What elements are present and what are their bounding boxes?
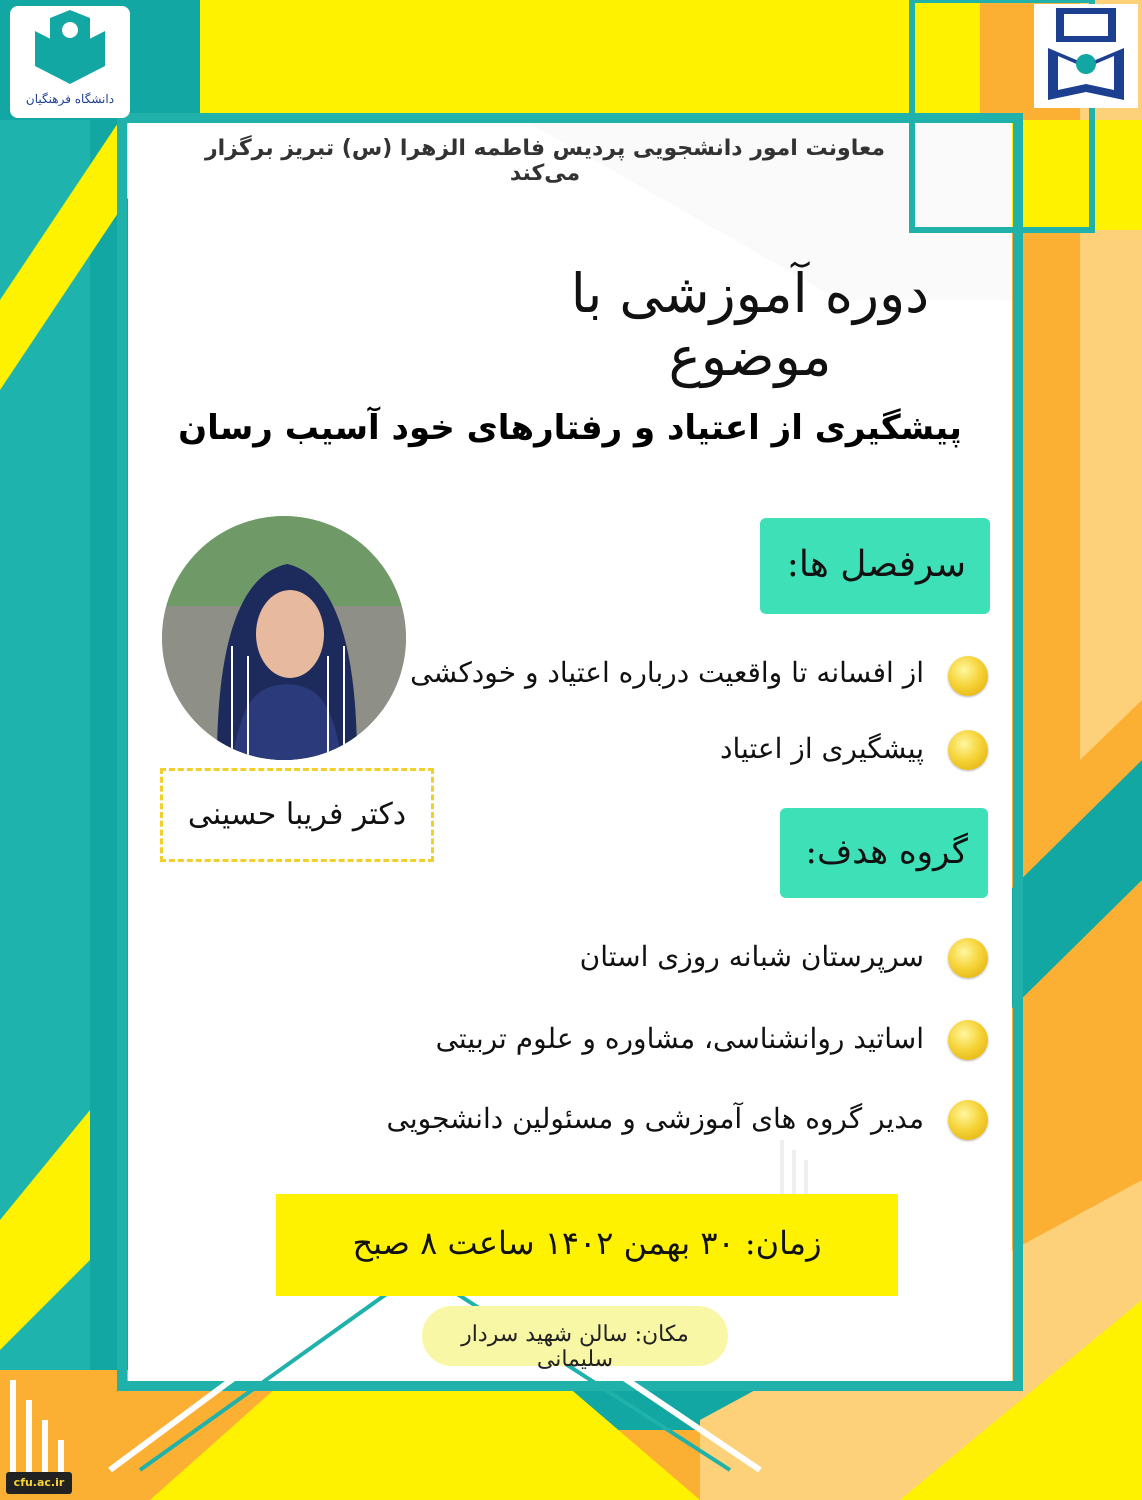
schedule-box: [276, 1194, 898, 1296]
bullet-icon: [948, 656, 988, 696]
audience-item: مدیر گروه های آموزشی و مسئولین دانشجویی: [386, 1102, 924, 1135]
speaker-portrait-icon: [162, 516, 406, 760]
audience-item: اساتید روانشناسی، مشاوره و علوم تربیتی: [435, 1022, 924, 1055]
bullet-icon: [948, 1100, 988, 1140]
bullet-icon: [948, 1020, 988, 1060]
speaker-name: دکتر فریبا حسینی: [187, 797, 407, 832]
course-title: پیشگیری از اعتیاد و رفتارهای خود آسیب رسان: [178, 408, 962, 448]
topics-label: سرفصل ها:: [786, 544, 966, 585]
pardis-logo: [1034, 4, 1138, 108]
watermark-text: cfu.ac.ir: [13, 1476, 65, 1489]
bullet-icon: [948, 938, 988, 978]
speaker-name-box: [160, 768, 434, 862]
watermark: [6, 1472, 72, 1494]
university-logo-text: دانشگاه فرهنگیان: [25, 92, 115, 106]
bullet-icon: [948, 730, 988, 770]
venue-box: [422, 1306, 728, 1372]
audience-label-box: [780, 808, 988, 898]
course-heading: دوره آموزشی با موضوع: [570, 262, 930, 388]
organizer-line: معاونت امور دانشجویی پردیس فاطمه الزهرا (س) تبریز برگزار می‌کند: [204, 136, 886, 186]
speaker-photo: [162, 516, 406, 760]
topics-label-box: [760, 518, 990, 614]
topic-item: پیشگیری از اعتیاد: [720, 732, 924, 765]
university-logo: [10, 6, 130, 118]
venue-text: مکان: سالن شهید سردار سلیمانی: [461, 1322, 689, 1372]
book-logo-icon: [10, 6, 130, 96]
shield-book-icon: [1034, 4, 1138, 108]
audience-label: گروه هدف:: [805, 832, 968, 872]
topic-item: از افسانه تا واقعیت درباره اعتیاد و خودکشی: [410, 656, 924, 689]
schedule-text: زمان: ۳۰ بهمن ۱۴۰۲ ساعت ۸ صبح: [352, 1224, 822, 1262]
audience-item: سرپرستان شبانه روزی استان: [579, 940, 924, 973]
